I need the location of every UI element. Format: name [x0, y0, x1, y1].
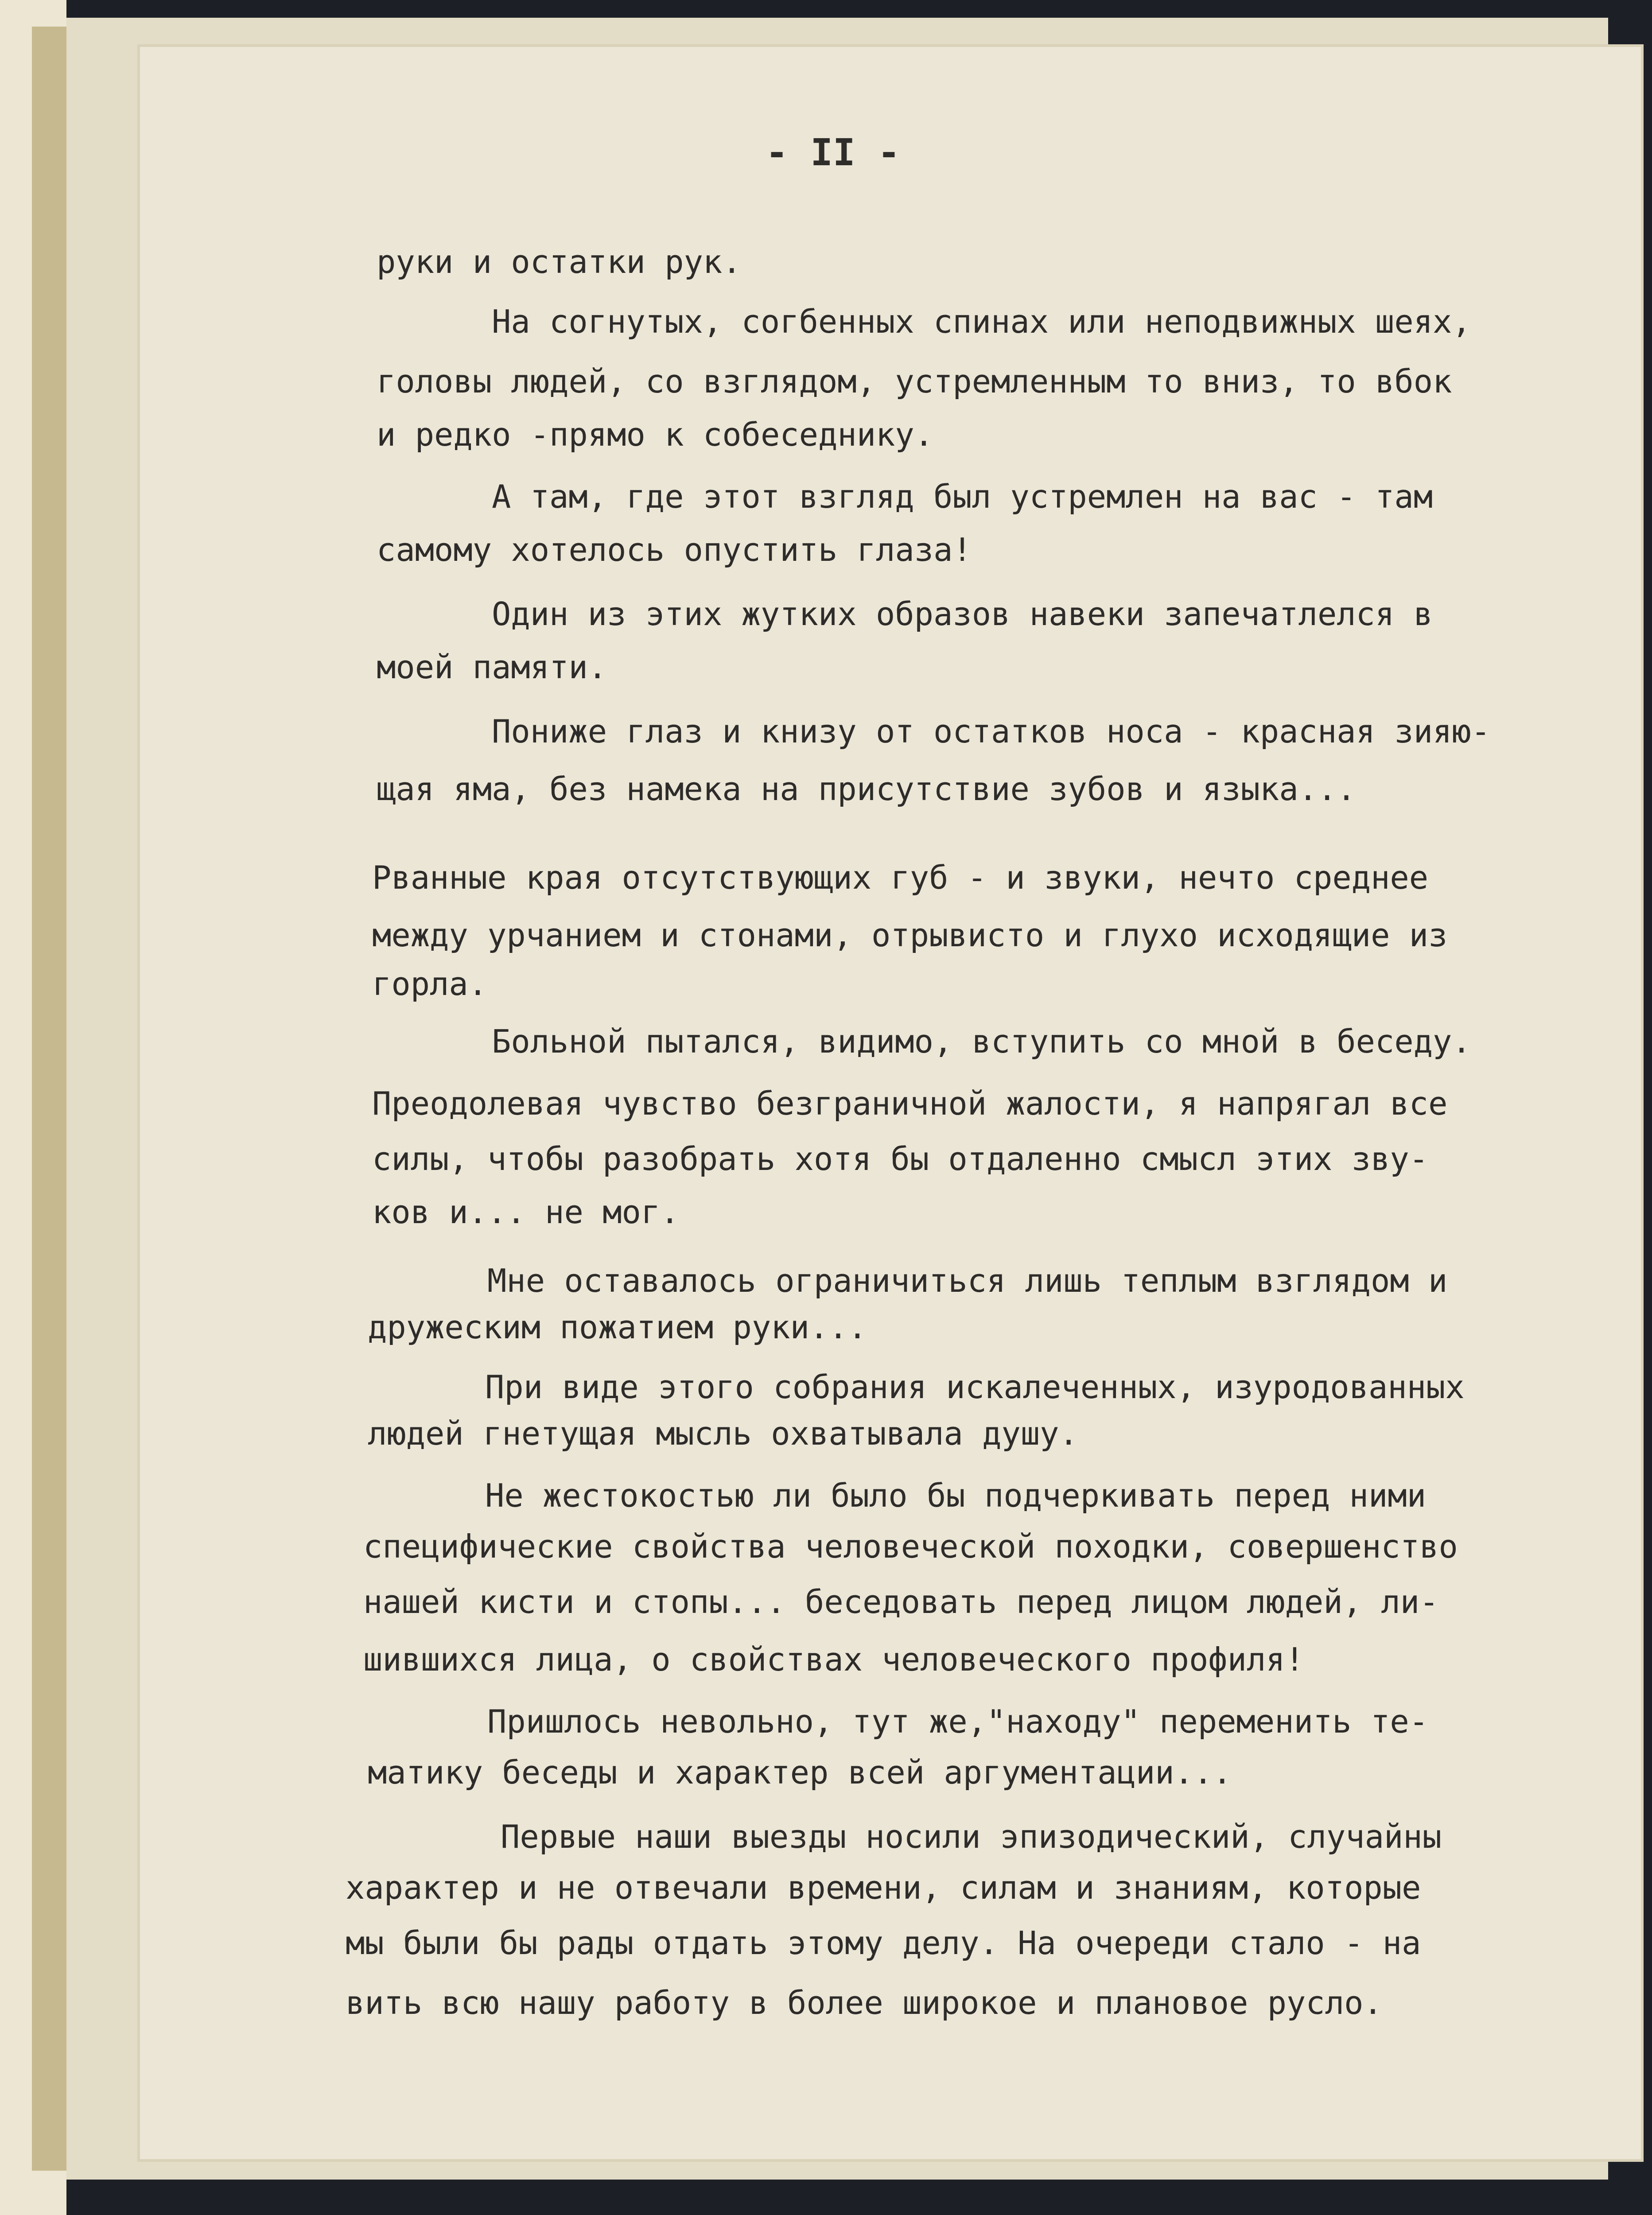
text-line: А там, где этот взгляд был устремлен на вас - там — [492, 478, 1433, 515]
text-line: вить всю нашу работу в более широкое и плановое русло. — [346, 1984, 1383, 2021]
text-line: между урчанием и стонами, отрывисто и глухо исходящие из — [372, 917, 1448, 954]
text-line: характер и не отвечали времени, силам и знаниям, которые — [346, 1869, 1421, 1906]
text-line: моей памяти. — [377, 649, 607, 686]
text-line: Первые наши выезды носили эпизодический, случайны — [501, 1818, 1442, 1855]
binding-spine — [32, 27, 66, 2171]
text-line: Преодолевая чувство безграничной жалости, я напрягал все — [372, 1085, 1448, 1122]
text-line: горла. — [372, 965, 488, 1003]
text-line: руки и остатки рук. — [377, 243, 742, 280]
text-line: специфические свойства человеческой походки, совершенство — [363, 1528, 1458, 1565]
text-line: нашей кисти и стопы... беседовать перед лицом людей, ли- — [363, 1583, 1439, 1620]
text-line: Пониже глаз и книзу от остатков носа - красная зияю- — [492, 713, 1491, 750]
text-line: и редко -прямо к собеседнику. — [377, 416, 934, 453]
text-line: Не жестокостью ли было бы подчеркивать перед ними — [485, 1477, 1427, 1514]
text-line: матику беседы и характер всей аргументации... — [368, 1754, 1232, 1791]
text-line: Мне оставалось ограничиться лишь теплым взглядом и — [487, 1262, 1448, 1299]
text-line: силы, чтобы разобрать хотя бы отдаленно смысл этих зву- — [372, 1140, 1429, 1177]
text-line: щая яма, без намека на присутствие зубов и языка... — [377, 770, 1356, 808]
text-line: Рванные края отсутствующих губ - и звуки, нечто среднее — [372, 859, 1429, 896]
text-line: шившихся лица, о свойствах человеческого профиля! — [363, 1641, 1305, 1678]
text-line: головы людей, со взглядом, устремленным то вниз, то вбок — [377, 363, 1452, 400]
text-line: ков и... не мог. — [372, 1193, 680, 1231]
text-line: мы были бы рады отдать этому делу. На очереди стало - на — [346, 1924, 1421, 1962]
text-line: дружеским пожатием руки... — [368, 1309, 867, 1346]
text-line: Пришлось невольно, тут же,"находу" переменить те- — [487, 1703, 1429, 1740]
text-line: Один из этих жутких образов навеки запечатлелся в — [492, 595, 1433, 633]
page-number: - II - — [766, 131, 900, 174]
text-line: Больной пытался, видимо, вступить со мной в беседу. — [492, 1023, 1471, 1060]
text-line: людей гнетущая мысль охватывала душу. — [368, 1415, 1078, 1452]
text-line: На согнутых, согбенных спинах или неподвижных шеях, — [492, 303, 1471, 340]
text-line: При виде этого собрания искалеченных, изуродованных — [485, 1368, 1465, 1406]
text-line: самому хотелось опустить глаза! — [377, 531, 972, 568]
